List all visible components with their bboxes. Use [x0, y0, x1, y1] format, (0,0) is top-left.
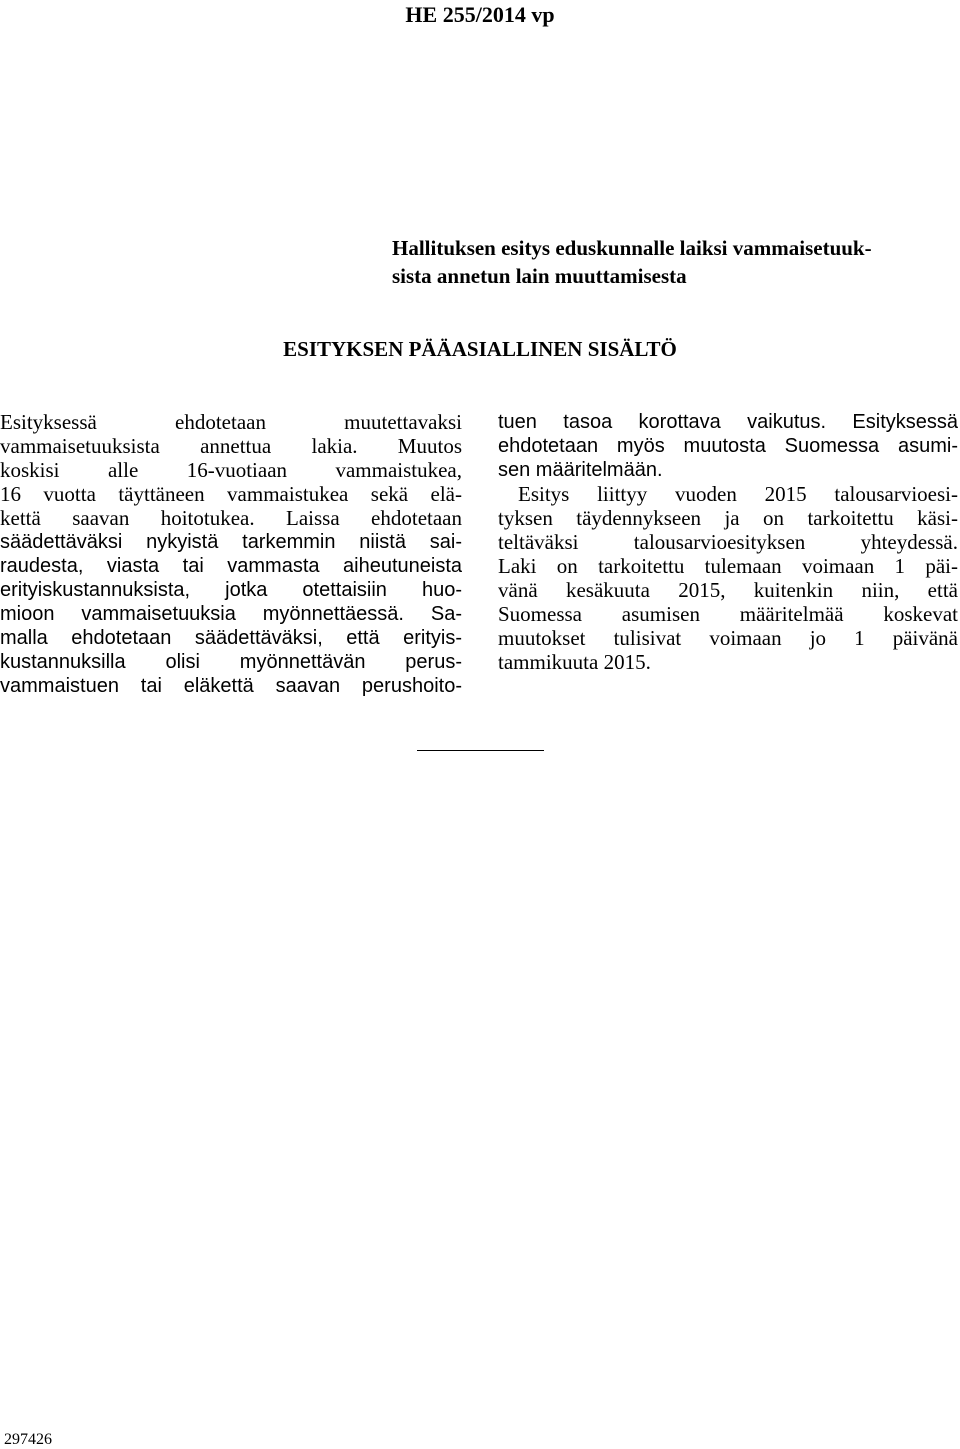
text-line: sen määritelmään. [498, 459, 663, 481]
text-line: erityiskustannuksista, jotka otettaisiin huo- [0, 579, 462, 601]
text-line: malla ehdotetaan säädettäväksi, että erityis- [0, 627, 462, 649]
summary-heading: ESITYKSEN PÄÄASIALLINEN SISÄLTÖ [283, 337, 677, 361]
text-line: Esitys liittyy vuoden 2015 talousarvioesi- [518, 482, 958, 506]
text-line: kettä saavan hoitotukea. Laissa ehdotetaan [0, 506, 462, 530]
text-line: säädettäväksi nykyistä tarkemmin niistä sai- [0, 531, 462, 553]
summary-left-column [0, 410, 462, 698]
text-line: mioon vammaisetuuksia myönnettäessä. Sa- [0, 603, 462, 625]
text-line: 16 vuotta täyttäneen vammaistukea sekä elä- [0, 482, 462, 506]
text-line: koskisi alle 16-vuotiaan vammaistukea, [0, 458, 462, 482]
text-line: muutokset tulisivat voimaan jo 1 päivänä [498, 626, 958, 650]
text-line: teltäväksi talousarvioesityksen yhteydessä. [498, 530, 958, 554]
text-line: vammaistuen tai eläkettä saavan perushoito- [0, 675, 462, 697]
document-id: HE 255/2014 vp [405, 2, 555, 27]
summary-right-column [498, 410, 958, 674]
text-line: ehdotetaan myös muutosta Suomessa asumi- [498, 435, 958, 457]
section-divider [417, 750, 544, 751]
proposal-title [392, 234, 960, 290]
proposal-title-line: sista annetun lain muuttamisesta [392, 264, 687, 288]
text-line: tuen tasoa korottava vaikutus. Esityksessä [498, 411, 958, 433]
text-line: vammaisetuuksista annettua lakia. Muutos [0, 434, 462, 458]
proposal-title-line: Hallituksen esitys eduskunnalle laiksi vammaisetuuk- [392, 236, 872, 260]
text-line: Esityksessä ehdotetaan muutettavaksi [0, 410, 462, 434]
text-line: vänä kesäkuuta 2015, kuitenkin niin, että [498, 578, 958, 602]
text-line: kustannuksilla olisi myönnettävän perus- [0, 651, 462, 673]
text-line: tammikuuta 2015. [498, 650, 651, 674]
text-line: raudesta, viasta tai vammasta aiheutuneista [0, 555, 462, 577]
text-line: Laki on tarkoitettu tulemaan voimaan 1 päi- [498, 554, 958, 578]
footer-code: 297426 [4, 1431, 52, 1448]
text-line: tyksen täydennykseen ja on tarkoitettu käsi- [498, 506, 958, 530]
text-line: Suomessa asumisen määritelmää koskevat [498, 602, 958, 626]
